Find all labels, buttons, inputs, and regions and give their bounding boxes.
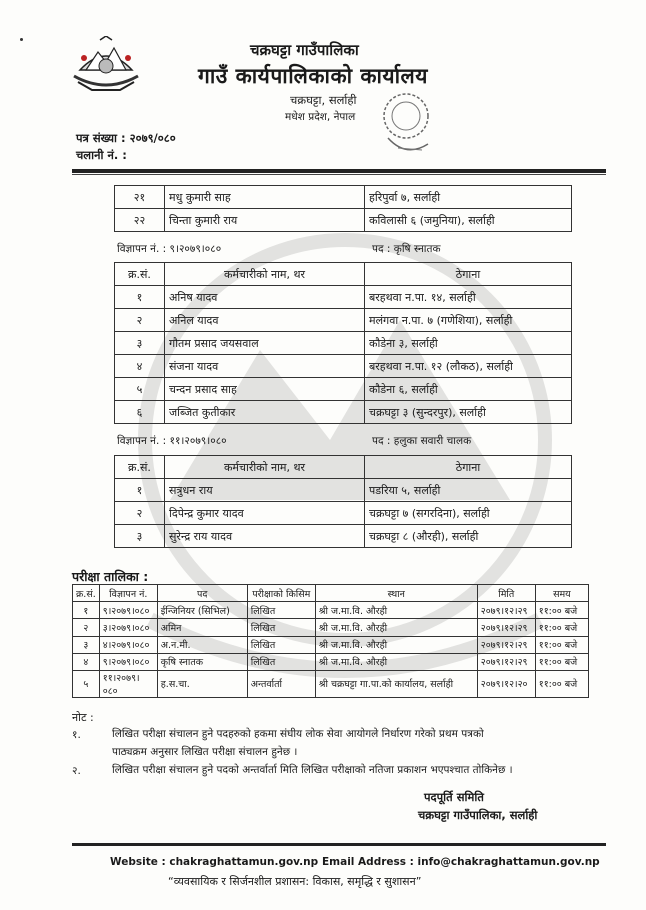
- name-cell: सत्रुधन राय: [165, 479, 365, 502]
- address-cell: बरहथवा न.पा. १४, सर्लाही: [365, 286, 572, 309]
- time-cell: ११:०० बजे: [535, 619, 588, 636]
- table-row: [115, 401, 572, 424]
- column-header: विज्ञापन नं.: [99, 585, 157, 602]
- column-header: समय: [535, 585, 588, 602]
- scan-dot: [20, 38, 23, 41]
- footer-divider: [72, 843, 606, 846]
- note-number: १.: [72, 729, 81, 741]
- serial-cell: ६: [115, 401, 165, 424]
- advertisement-number: विज्ञापन नं. : ११।२०७९।०८०: [117, 435, 227, 447]
- column-header: कर्मचारीको नाम, थर: [165, 263, 365, 286]
- table-row: [115, 286, 572, 309]
- header-divider-thin: [72, 174, 606, 175]
- notes-heading: नोट :: [72, 711, 94, 724]
- column-header: क्र.सं.: [73, 585, 100, 602]
- column-header: पद: [157, 585, 247, 602]
- exam-type-cell: अन्तर्वार्ता: [247, 670, 315, 697]
- table-header-row: [115, 456, 572, 479]
- table-row: [115, 209, 572, 232]
- column-header: कर्मचारीको नाम, थर: [165, 456, 365, 479]
- serial-cell: १: [115, 479, 165, 502]
- serial-cell: ५: [73, 670, 100, 697]
- venue-cell: श्री चक्रघट्टा गा.पा.को कार्यालय, सर्लाही: [315, 670, 477, 697]
- name-cell: अनिष यादव: [165, 286, 365, 309]
- exam-schedule-table: [72, 584, 589, 698]
- ad-number-cell: ९।२०७९।०८०: [99, 653, 157, 670]
- note-text-line: लिखित परीक्षा संचालन हुने पदको अन्तर्वार्ता मिति लिखित परीक्षाको नतिजा प्रकाशन भएपश्चात तोकिनेछ ।: [112, 764, 513, 776]
- serial-cell: ४: [73, 653, 100, 670]
- note-number: २.: [72, 765, 81, 777]
- table-row: [115, 502, 572, 525]
- address-cell: पडरिया ५, सर्लाही: [365, 479, 572, 502]
- table-row: [115, 525, 572, 548]
- time-cell: ११:०० बजे: [535, 653, 588, 670]
- serial-cell: २: [115, 309, 165, 332]
- date-cell: २०७९।१२।२९: [477, 636, 535, 653]
- exam-type-cell: लिखित: [247, 653, 315, 670]
- nepal-emblem-icon: [70, 36, 142, 100]
- municipality-name: चक्रघट्टा गाउँपालिका: [250, 41, 359, 59]
- post-cell: अ.न.मी.: [157, 636, 247, 653]
- selected-list-table-agriculture: [114, 262, 572, 424]
- advertisement-number: विज्ञापन नं. : ९।२०७९।०८०: [117, 243, 222, 255]
- address-cell: चक्रघट्टा ३ (सुन्दरपुर), सर्लाही: [365, 401, 572, 424]
- committee-name: पदपूर्ति समिति: [424, 790, 484, 804]
- address-cell: कविलासी ६ (जमुनिया), सर्लाही: [365, 209, 572, 232]
- address-cell: चक्रघट्टा ७ (सगरदिना), सर्लाही: [365, 502, 572, 525]
- ad-number-cell: ९।२०७९।०८०: [99, 602, 157, 619]
- table-row: [115, 355, 572, 378]
- venue-cell: श्री ज.मा.वि. औरही: [315, 653, 477, 670]
- serial-cell: २२: [115, 209, 165, 232]
- table-row: [115, 332, 572, 355]
- table-row: [73, 619, 589, 636]
- serial-cell: ३: [115, 525, 165, 548]
- column-header: ठेगाना: [365, 456, 572, 479]
- name-cell: चिन्ता कुमारी राय: [165, 209, 365, 232]
- footer-motto: “व्यवसायिक र सिर्जनशील प्रशासन: विकास, समृद्धि र सुशासन”: [168, 875, 422, 888]
- ad-number-cell: ३।२०७९।०८०: [99, 619, 157, 636]
- committee-municipality: चक्रघट्टा गाउँपालिका, सर्लाही: [418, 808, 538, 822]
- exam-type-cell: लिखित: [247, 636, 315, 653]
- name-cell: दिपेन्द्र कुमार यादव: [165, 502, 365, 525]
- time-cell: ११:०० बजे: [535, 670, 588, 697]
- table-row: [73, 670, 589, 697]
- table-header-row: [73, 585, 589, 602]
- time-cell: ११:०० बजे: [535, 636, 588, 653]
- serial-cell: ४: [115, 355, 165, 378]
- exam-schedule-title: परीक्षा तालिका :: [72, 569, 149, 584]
- name-cell: अनिल यादव: [165, 309, 365, 332]
- address-line-1: चक्रघट्टा, सर्लाही: [290, 93, 357, 107]
- address-cell: बरहथवा न.पा. १२ (लौकठ), सर्लाही: [365, 355, 572, 378]
- date-cell: २०७९।१२।२०: [477, 670, 535, 697]
- name-cell: जब्जित कुतीकार: [165, 401, 365, 424]
- footer-website: Website : chakraghattamun.gov.np: [110, 856, 319, 868]
- footer-email: Email Address : info@chakraghattamun.gov.np: [322, 856, 600, 868]
- name-cell: संजना यादव: [165, 355, 365, 378]
- dispatch-number: चलानी नं. :: [76, 148, 127, 162]
- name-cell: मधु कुमारी साह: [165, 186, 365, 209]
- venue-cell: श्री ज.मा.वि. औरही: [315, 619, 477, 636]
- selected-list-table-driver: [114, 455, 572, 548]
- serial-cell: ५: [115, 378, 165, 401]
- column-header: क्र.सं.: [115, 263, 165, 286]
- table-row: [73, 636, 589, 653]
- office-name: गाउँ कार्यपालिकाको कार्यालय: [198, 64, 428, 88]
- address-cell: कौडेना ६, सर्लाही: [365, 378, 572, 401]
- post-cell: ह.स.चा.: [157, 670, 247, 697]
- post-cell: अमिन: [157, 619, 247, 636]
- column-header: स्थान: [315, 585, 477, 602]
- post-cell: ईन्जिनियर (सिभिल): [157, 602, 247, 619]
- address-cell: मलंगवा न.पा. ७ (गणेशिया), सर्लाही: [365, 309, 572, 332]
- table-row: [73, 653, 589, 670]
- post-cell: कृषि स्नातक: [157, 653, 247, 670]
- address-cell: चक्रघट्टा ८ (औरही), सर्लाही: [365, 525, 572, 548]
- exam-type-cell: लिखित: [247, 619, 315, 636]
- name-cell: सुरेन्द्र राय यादव: [165, 525, 365, 548]
- header-divider: [72, 169, 606, 173]
- address-line-2: मधेश प्रदेश, नेपाल: [285, 111, 356, 123]
- table-header-row: [115, 263, 572, 286]
- serial-cell: २१: [115, 186, 165, 209]
- reference-number: पत्र संख्या : २०७९/०८०: [76, 131, 176, 145]
- table-row: [115, 186, 572, 209]
- column-header: क्र.सं.: [115, 456, 165, 479]
- post-name: पद : कृषि स्नातक: [372, 243, 441, 255]
- serial-cell: २: [115, 502, 165, 525]
- venue-cell: श्री ज.मा.वि. औरही: [315, 636, 477, 653]
- serial-cell: २: [73, 619, 100, 636]
- date-cell: २०७९।१२।२९: [477, 619, 535, 636]
- table-row: [115, 479, 572, 502]
- office-stamp-icon: [378, 88, 434, 160]
- table-row: [73, 602, 589, 619]
- note-text-line: लिखित परीक्षा संचालन हुने पदहरुको हकमा संघीय लोक सेवा आयोगले निर्धारण गरेको प्रथम पत्रको: [112, 728, 484, 740]
- date-cell: २०७९।१२।२९: [477, 602, 535, 619]
- exam-type-cell: लिखित: [247, 602, 315, 619]
- table-row: [115, 378, 572, 401]
- serial-cell: ३: [73, 636, 100, 653]
- serial-cell: १: [73, 602, 100, 619]
- ad-number-cell: ४।२०७९।०८०: [99, 636, 157, 653]
- ad-number-cell: ११।२०७९।०८०: [99, 670, 157, 697]
- date-cell: २०७९।१२।२९: [477, 653, 535, 670]
- address-cell: कौडेना ३, सर्लाही: [365, 332, 572, 355]
- post-name: पद : हलुका सवारी चालक: [372, 435, 472, 447]
- table-row: [115, 309, 572, 332]
- column-header: ठेगाना: [365, 263, 572, 286]
- name-cell: गौतम प्रसाद जयसवाल: [165, 332, 365, 355]
- venue-cell: श्री ज.मा.वि. औरही: [315, 602, 477, 619]
- address-cell: हरिपुर्वा ७, सर्लाही: [365, 186, 572, 209]
- note-text-line: पाठ्यक्रम अनुसार लिखित परीक्षा संचालन हुनेछ ।: [112, 746, 298, 758]
- column-header: परीक्षाको किसिम: [247, 585, 315, 602]
- selected-list-continuation-table: [114, 185, 572, 232]
- name-cell: चन्दन प्रसाद साह: [165, 378, 365, 401]
- time-cell: ११:०० बजे: [535, 602, 588, 619]
- serial-cell: ३: [115, 332, 165, 355]
- serial-cell: १: [115, 286, 165, 309]
- column-header: मिति: [477, 585, 535, 602]
